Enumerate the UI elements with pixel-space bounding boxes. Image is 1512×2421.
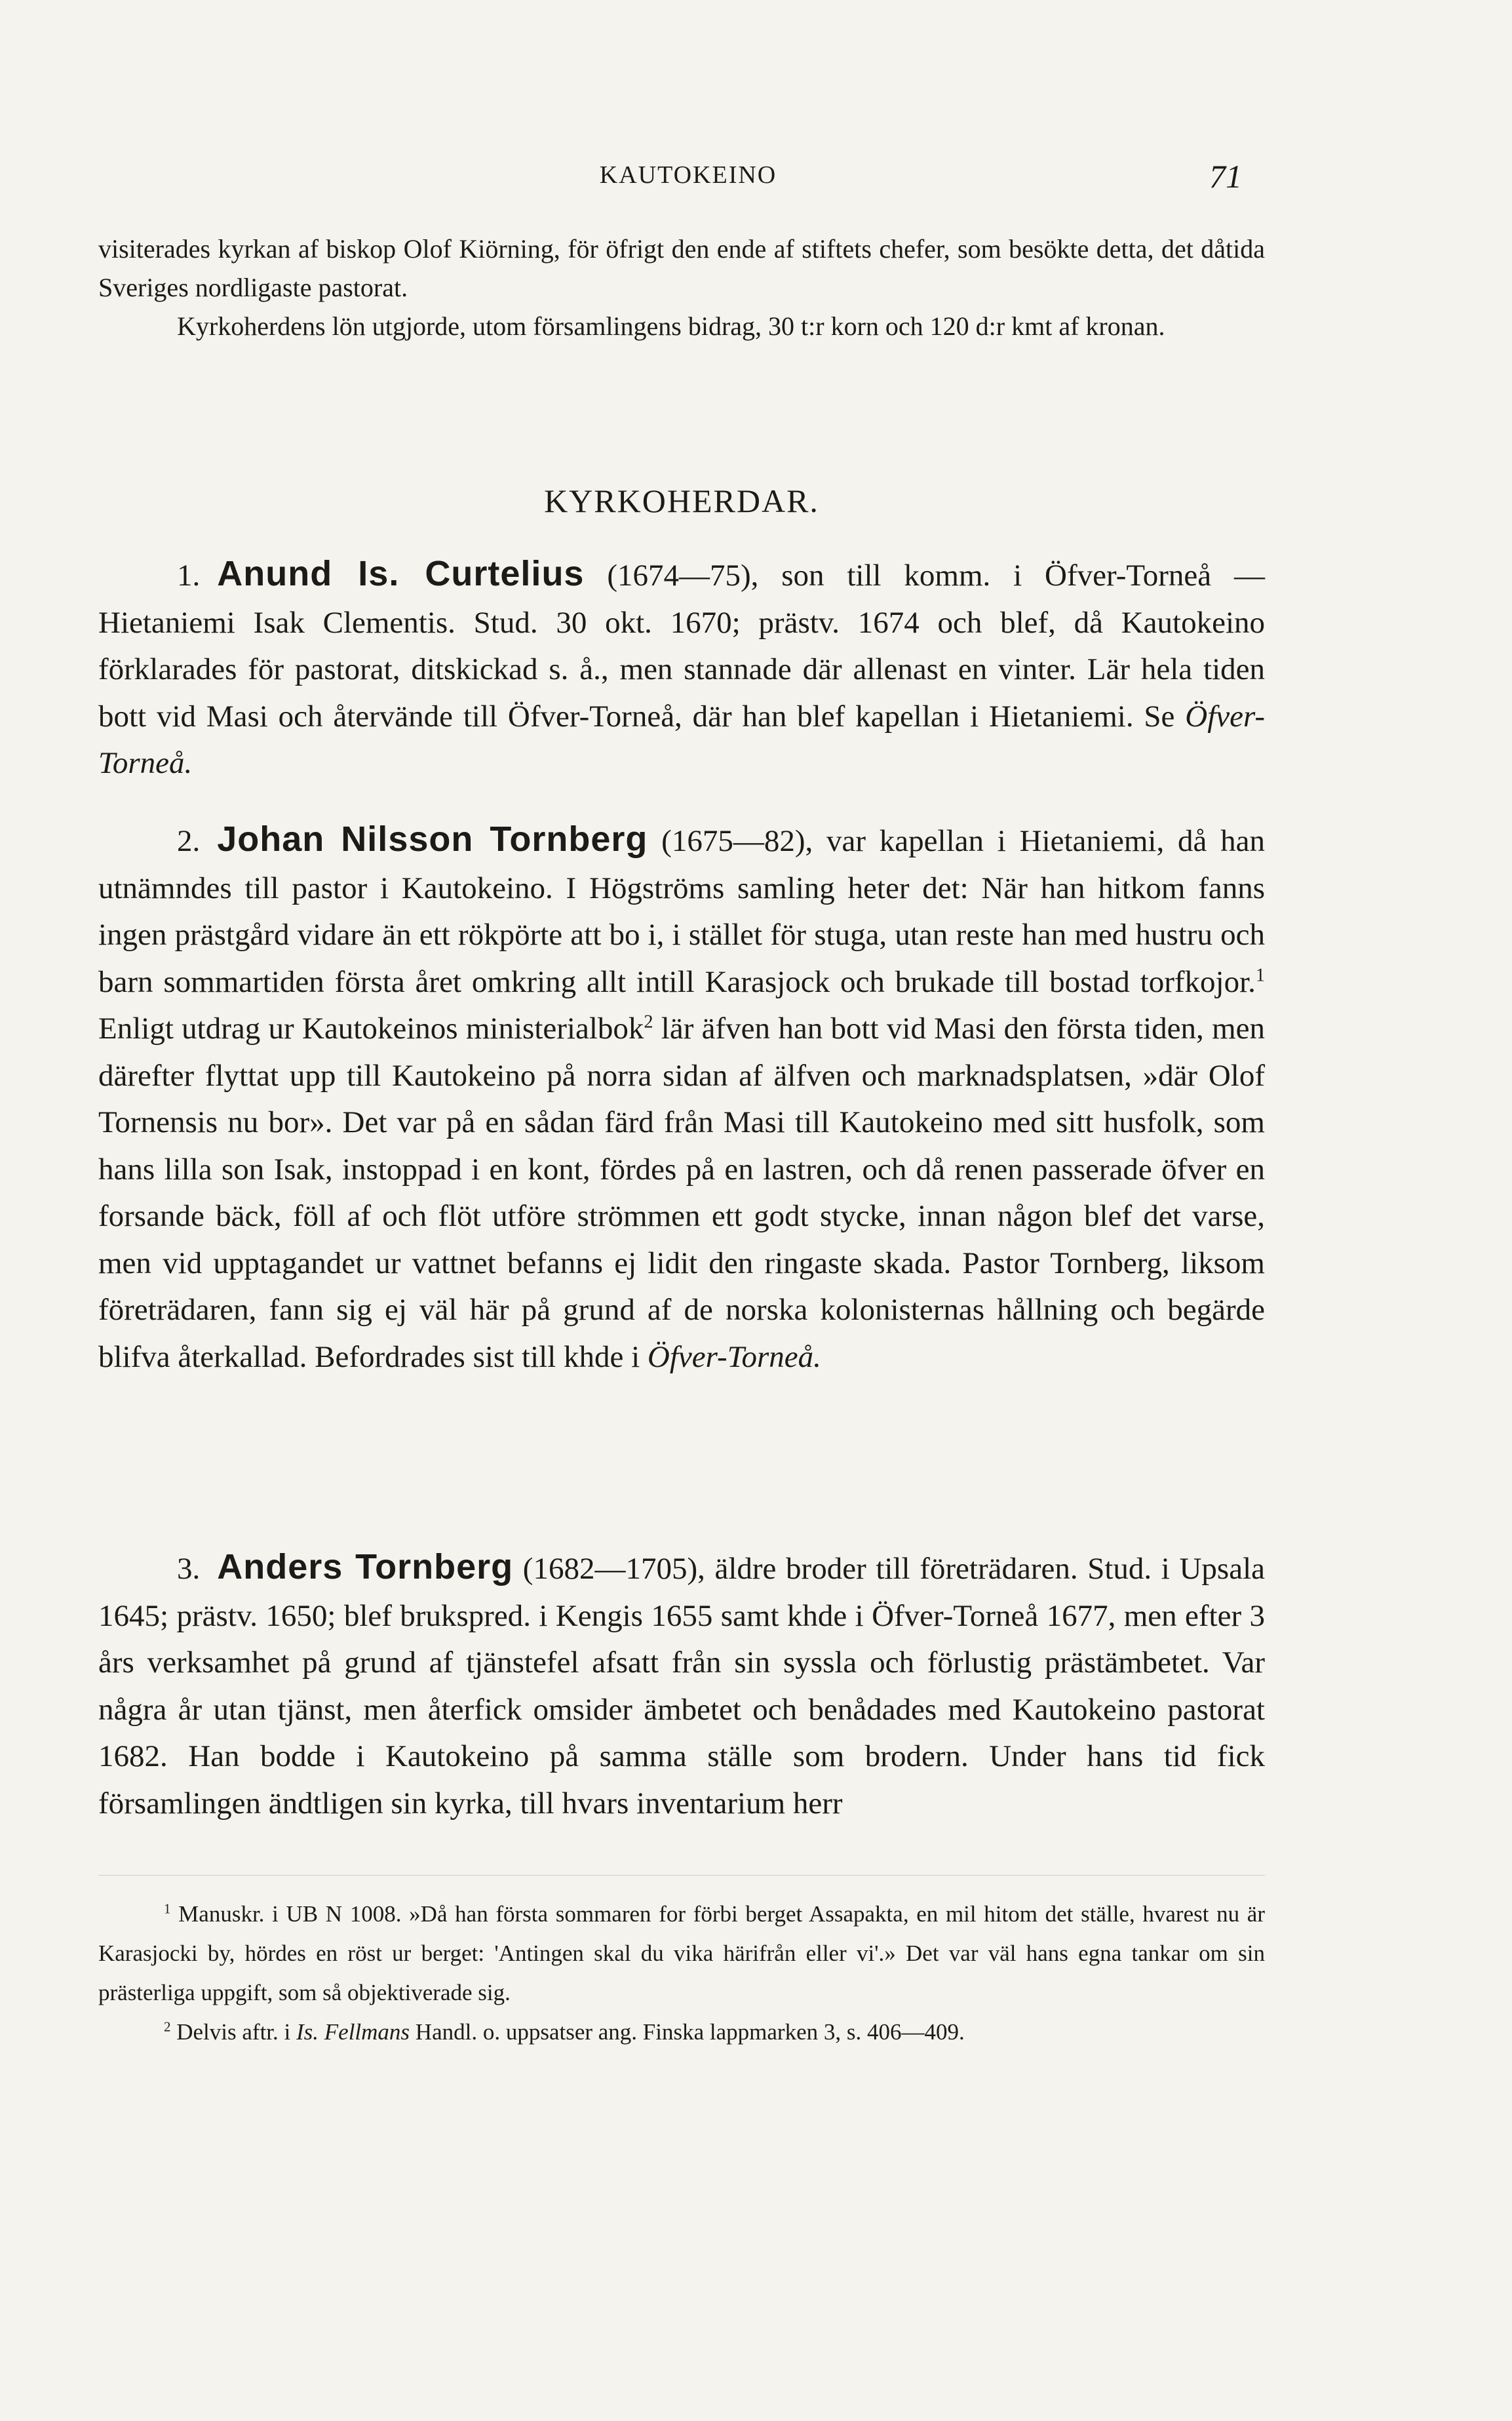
section-heading: KYRKOHERDAR.	[544, 482, 819, 519]
footnote	[98, 2013, 1265, 2052]
entry-text: Enligt utdrag ur Kautokeinos ministerialbok	[98, 1012, 644, 1046]
running-title: KAUTOKEINO	[599, 161, 777, 189]
footnote-mark: 1	[164, 1900, 171, 1917]
page-number: 71	[1209, 158, 1242, 195]
entry-name: Anders Tornberg	[217, 1547, 514, 1586]
intro-text	[98, 229, 1265, 345]
entry-3	[98, 1544, 1265, 1827]
entry-name: Anund Is. Curtelius	[217, 554, 585, 593]
entry-number: 3.	[177, 1552, 201, 1586]
entry-2	[98, 816, 1265, 1381]
footnote-author: Is. Fellmans	[296, 2019, 410, 2045]
intro-paragraph: Kyrkoherdens lön utgjorde, utom församlingens bidrag, 30 t:r korn och 120 d:r kmt af kronan.	[177, 311, 1165, 341]
footnote-mark: 2	[164, 2018, 171, 2035]
entry-reference: Öfver-Torneå.	[647, 1339, 821, 1374]
footnote	[98, 1895, 1265, 2013]
entry-1	[98, 551, 1265, 787]
footnote-text: Manuskr. i UB N 1008. »Då han första sommaren for förbi berget Assapakta, en mil hitom det ställe, hvarest nu är Karasjocki by, hördes en röst ur berget: 'Antingen skal du vika härifrån eller vi'.» Det var väl hans egna tankar om sin prästerliga uppgift, som så objektiverade sig.	[98, 1901, 1265, 2005]
footnote-text: Delvis aftr. i	[170, 2019, 296, 2045]
entry-number: 1.	[177, 559, 201, 593]
entry-paragraph	[98, 551, 1265, 787]
footnotes	[98, 1895, 1265, 2052]
entry-text: (1682—1705), äldre broder till företrädaren. Stud. i Upsala 1645; prästv. 1650; blef brukspred. i Kengis 1655 samt khde i Öfver-Torneå 1677, men efter 3 års verksamhet på grund af tjänstefel afsatt från sin syssla och förlustig prästämbetet. Var några år utan tjänst, men återfick omsider ämbetet och benådades med Kautokeino pastorat 1682. Han bodde i Kautokeino på samma ställe som brodern. Under hans tid fick församlingen ändtligen sin kyrka, till hvars inventarium herr	[98, 1552, 1265, 1821]
entry-name: Johan Nilsson Tornberg	[217, 819, 648, 859]
footnote-text: Handl. o. uppsatser ang. Finska lappmarken 3, s. 406—409.	[410, 2019, 965, 2045]
entry-number: 2.	[177, 824, 201, 858]
entry-text: (1675—82), var kapellan i Hietaniemi, då han utnämndes till pastor i Kautokeino. I Högströms samling heter det: När han hitkom fanns ingen prästgård vidare än ett rökpörte att bo i, i stället för stuga, utan reste han med hustru och barn sommartiden första året omkring allt intill Karasjock och brukade till bostad torfkojor.	[98, 824, 1266, 999]
footnote-marker: 2	[644, 1012, 653, 1033]
footnote-marker: 1	[1255, 964, 1265, 985]
entry-text: lär äfven han bott vid Masi den första tiden, men därefter flyttat upp till Kautokeino på norra sidan af älfven och marknadsplatsen, »där Olof Tornensis nu bor». Det var på en sådan färd från Masi till Kautokeino med sitt husfolk, som hans lilla son Isak, instoppad i en kont, fördes på en lastren, och då renen passerade öfver en forsande bäck, föll af och flöt utföre strömmen ett godt stycke, innan någon blef det varse, men vid upptagandet ur vattnet befanns ej lidit den ringaste skada. Pastor Tornberg, liksom företrädaren, fann sig ej väl här på grund af de norska kolonisternas hållning och begärde blifva återkallad. Befordrades sist till khde i	[98, 1012, 1265, 1374]
intro-paragraph: visiterades kyrkan af biskop Olof Kiörning, för öfrigt den ende af stiftets chefer, som besökte detta, det dåtida Sveriges nordligaste pastorat.	[98, 234, 1265, 302]
entry-paragraph	[98, 1544, 1265, 1827]
entry-paragraph	[98, 816, 1265, 1381]
footnote-divider	[98, 1875, 1265, 1876]
entry-reference: Öfver-Torneå.	[98, 699, 1265, 780]
entry-text: (1674—75), son till komm. i Öfver-Torneå —Hietaniemi Isak Clementis. Stud. 30 okt. 1670; prästv. 1674 och blef, då Kautokeino förklarades för pastorat, ditskickad s. å., men stannade där allenast en vinter. Lär hela tiden bott vid Masi och återvände till Öfver-Torneå, där han blef kapellan i Hietaniemi. Se	[98, 559, 1265, 734]
